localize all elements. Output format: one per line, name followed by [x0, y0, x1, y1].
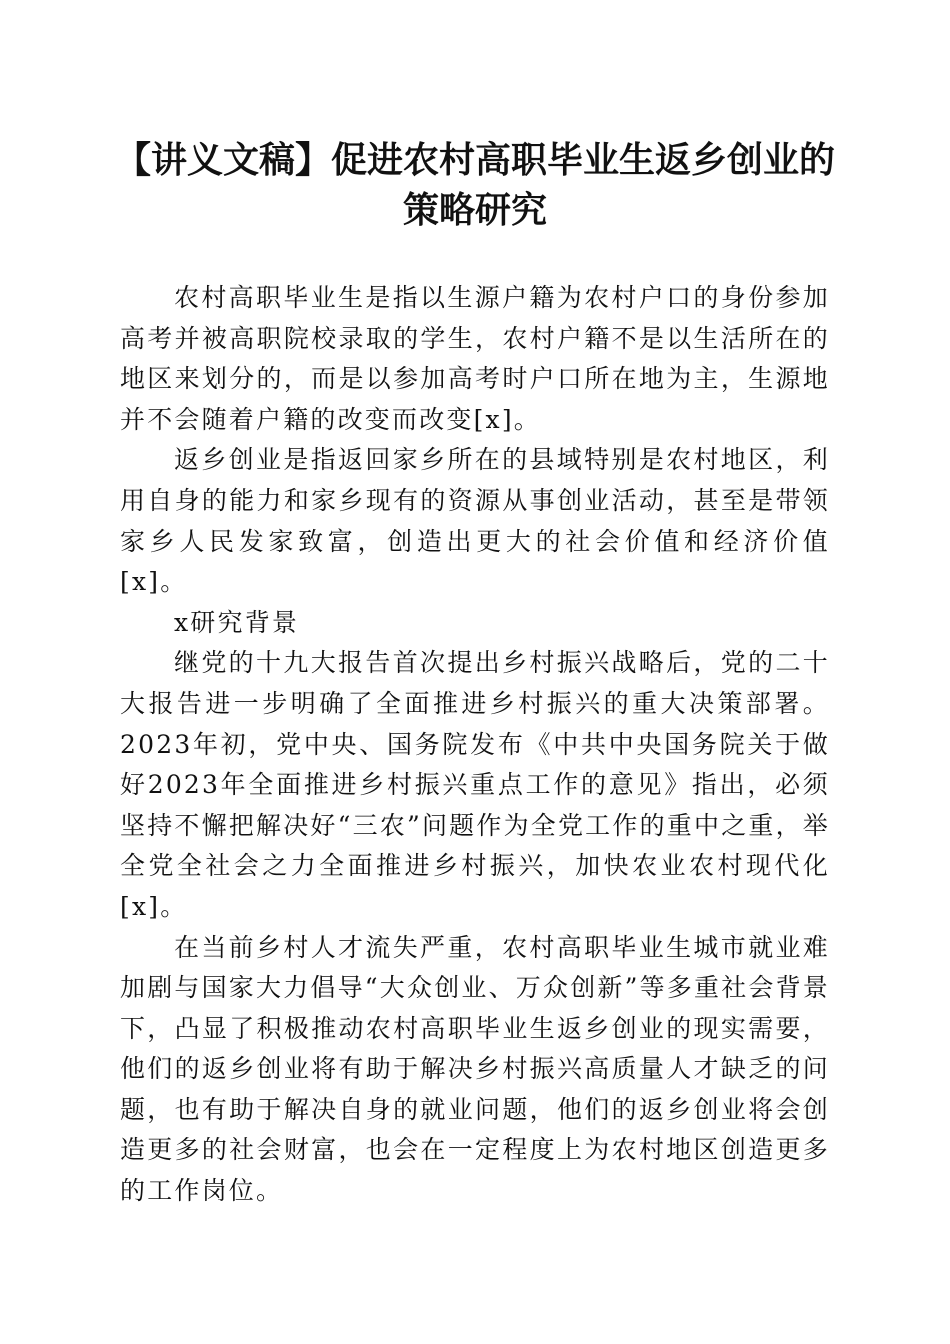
paragraph-definition-graduates: 农村高职毕业生是指以生源户籍为农村户口的身份参加高考并被高职院校录取的学生，农村户籍不是以生活所在的地区来划分的，而是以参加高考时户口所在地为主，生源地并不会随着户籍的改变而改变[x]。	[120, 283, 830, 434]
paragraph-social-background: 在当前乡村人才流失严重，农村高职毕业生城市就业难加剧与国家大力倡导“大众创业、万众创新”等多重社会背景下，凸显了积极推动农村高职毕业生返乡创业的现实需要，他们的返乡创业将有助于解决乡村振兴高质量人才缺乏的问题，也有助于解决自身的就业问题，他们的返乡创业将会创造更多的社会财富，也会在一定程度上为农村地区创造更多的工作岗位。	[120, 932, 830, 1206]
paragraph-definition-return-entrepreneurship: 返乡创业是指返回家乡所在的县域特别是农村地区，利用自身的能力和家乡现有的资源从事创业活动，甚至是带领家乡人民发家致富，创造出更大的社会价值和经济价值[x]。	[120, 445, 830, 597]
paragraph-policy-background: 继党的十九大报告首次提出乡村振兴战略后，党的二十大报告进一步明确了全面推进乡村振兴的重大决策部署。2023年初，党中央、国务院发布《中共中央国务院关于做好2023年全面推进乡村振兴重点工作的意见》指出，必须坚持不懈把解决好“三农”问题作为全党工作的重中之重，举全党全社会之力全面推进乡村振兴，加快农业农村现代化[x]。	[120, 648, 830, 921]
title-line-2: 策略研究	[402, 190, 547, 231]
title-line-1: 【讲义文稿】促进农村高职毕业生返乡创业的	[114, 140, 835, 181]
document-body	[120, 278, 830, 1212]
document-title	[110, 136, 840, 236]
section-heading-background: x研究背景	[174, 607, 300, 637]
